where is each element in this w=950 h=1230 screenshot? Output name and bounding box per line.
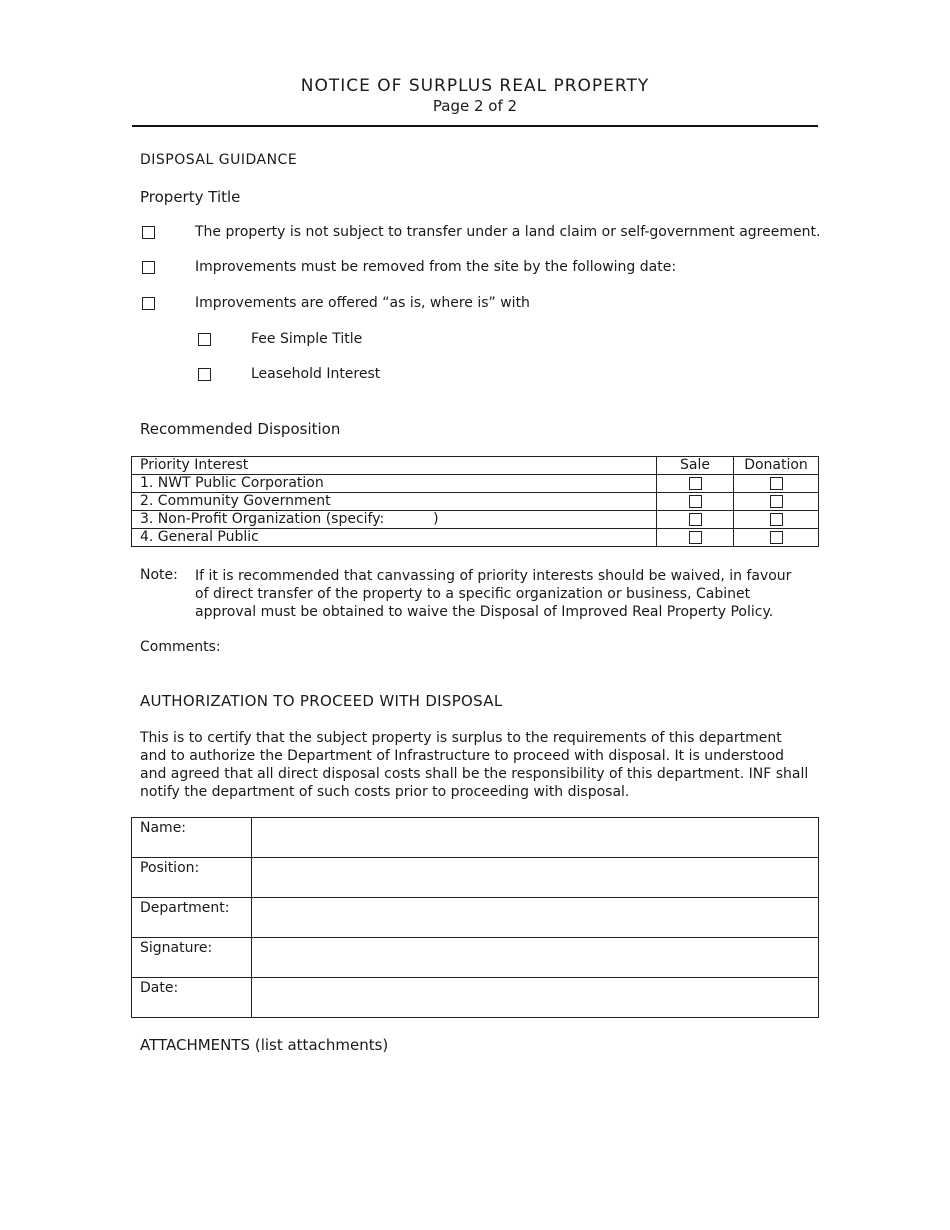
note-label: Note: bbox=[140, 567, 178, 583]
attachments-heading: ATTACHMENTS (list attachments) bbox=[140, 1036, 389, 1054]
option-improvements-removed: Improvements must be removed from the site by the following date: bbox=[195, 259, 677, 275]
sale-checkbox[interactable] bbox=[689, 531, 702, 544]
priority-interest-table bbox=[131, 456, 819, 547]
position-field[interactable] bbox=[252, 858, 819, 898]
option-leasehold-interest: Leasehold Interest bbox=[251, 366, 381, 382]
signature-label: Signature: bbox=[132, 938, 252, 978]
note-text: If it is recommended that canvassing of priority interests should be waived, in favour of direct transfer of the property to a specific organization or business, Cabinet approval must be obtained to waive the Disposal of Improved Real Property Policy. bbox=[195, 568, 792, 620]
table-row bbox=[132, 475, 819, 493]
document-title: NOTICE OF SURPLUS REAL PROPERTY bbox=[300, 76, 650, 96]
table-row bbox=[132, 898, 819, 938]
table-row bbox=[132, 529, 819, 547]
table-row bbox=[132, 978, 819, 1018]
checkbox-improvements-removed[interactable] bbox=[142, 261, 155, 274]
signature-field[interactable] bbox=[252, 938, 819, 978]
table-row bbox=[132, 858, 819, 898]
name-field[interactable] bbox=[252, 818, 819, 858]
donation-checkbox[interactable] bbox=[770, 495, 783, 508]
authorization-text: This is to certify that the subject property is surplus to the requirements of this department and to authorize the Department of Infrastructure to proceed with disposal. It is understood and agreed that all direct disposal costs shall be the responsibility of this department. INF shall notify the department of such costs prior to proceeding with disposal. bbox=[140, 730, 809, 800]
column-header-donation: Donation bbox=[734, 457, 819, 475]
comments-label: Comments: bbox=[140, 639, 221, 655]
name-label: Name: bbox=[132, 818, 252, 858]
checkbox-no-land-claim[interactable] bbox=[142, 226, 155, 239]
property-title-label: Property Title bbox=[140, 188, 241, 206]
priority-label: 1. NWT Public Corporation bbox=[132, 475, 657, 493]
department-label: Department: bbox=[132, 898, 252, 938]
date-label: Date: bbox=[132, 978, 252, 1018]
priority-label: 2. Community Government bbox=[132, 493, 657, 511]
recommended-disposition-heading: Recommended Disposition bbox=[140, 420, 341, 438]
option-no-land-claim: The property is not subject to transfer under a land claim or self-government agreement. bbox=[195, 224, 821, 240]
table-row bbox=[132, 511, 819, 529]
donation-checkbox[interactable] bbox=[770, 513, 783, 526]
table-row bbox=[132, 818, 819, 858]
checkbox-fee-simple-title[interactable] bbox=[198, 333, 211, 346]
authorization-signature-table bbox=[131, 817, 819, 1018]
donation-checkbox[interactable] bbox=[770, 531, 783, 544]
table-row bbox=[132, 493, 819, 511]
priority-label: 4. General Public bbox=[132, 529, 657, 547]
page-number: Page 2 of 2 bbox=[432, 97, 518, 115]
date-field[interactable] bbox=[252, 978, 819, 1018]
priority-label: 3. Non-Profit Organization (specify: ) bbox=[132, 511, 657, 529]
checkbox-improvements-as-is[interactable] bbox=[142, 297, 155, 310]
table-row bbox=[132, 938, 819, 978]
sale-checkbox[interactable] bbox=[689, 477, 702, 490]
donation-checkbox[interactable] bbox=[770, 477, 783, 490]
header-rule bbox=[132, 125, 818, 127]
option-fee-simple-title: Fee Simple Title bbox=[251, 331, 363, 347]
department-field[interactable] bbox=[252, 898, 819, 938]
table-header-row bbox=[132, 457, 819, 475]
disposal-guidance-heading: DISPOSAL GUIDANCE bbox=[140, 152, 298, 168]
option-improvements-as-is: Improvements are offered “as is, where is” with bbox=[195, 295, 530, 311]
checkbox-leasehold-interest[interactable] bbox=[198, 368, 211, 381]
position-label: Position: bbox=[132, 858, 252, 898]
sale-checkbox[interactable] bbox=[689, 513, 702, 526]
authorization-heading: AUTHORIZATION TO PROCEED WITH DISPOSAL bbox=[140, 692, 503, 710]
column-header-sale: Sale bbox=[657, 457, 734, 475]
sale-checkbox[interactable] bbox=[689, 495, 702, 508]
column-header-priority-interest: Priority Interest bbox=[132, 457, 657, 475]
